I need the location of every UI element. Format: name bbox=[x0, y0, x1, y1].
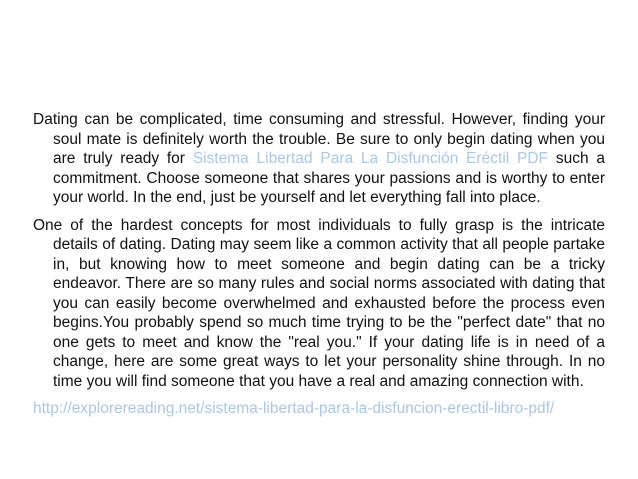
source-url-link[interactable]: http://explorereading.net/sistema-libertad-para-la-disfuncion-erectil-libro-pdf/ bbox=[33, 400, 555, 417]
paragraph-1-text-before-link: Dating can be complicated, time consuming and stressful. However, finding your soul mate is definitely worth the trouble. Be sure to only begin dating when you are truly ready for bbox=[33, 111, 605, 167]
paragraph-2: One of the hardest concepts for most individuals to fully grasp is the intricate details of dating. Dating may seem like a common activity that all people partake in, but knowing how to meet someone and begin dating can be a tricky endeavor. There are so many rules and social norms associated with dating that you can easily become overwhelmed and exhausted before the process even begins.You probably spend so much time trying to be the "perfect date" that no one gets to meet and know the "real you." If your dating life is in need of a change, here are some great ways to let your personality shine through. In no time you will find someone that you have a real and amazing connection with. bbox=[33, 216, 605, 390]
document-body bbox=[33, 110, 605, 419]
product-link[interactable]: Sistema Libertad Para La Disfunción Eréctil PDF bbox=[192, 150, 549, 167]
paragraph-1 bbox=[33, 110, 605, 208]
paragraph-1-text-after-link: such a commitment. Choose someone that shares your passions and is worthy to enter your world. In the end, just be yourself and let everything fall into place. bbox=[53, 150, 605, 206]
